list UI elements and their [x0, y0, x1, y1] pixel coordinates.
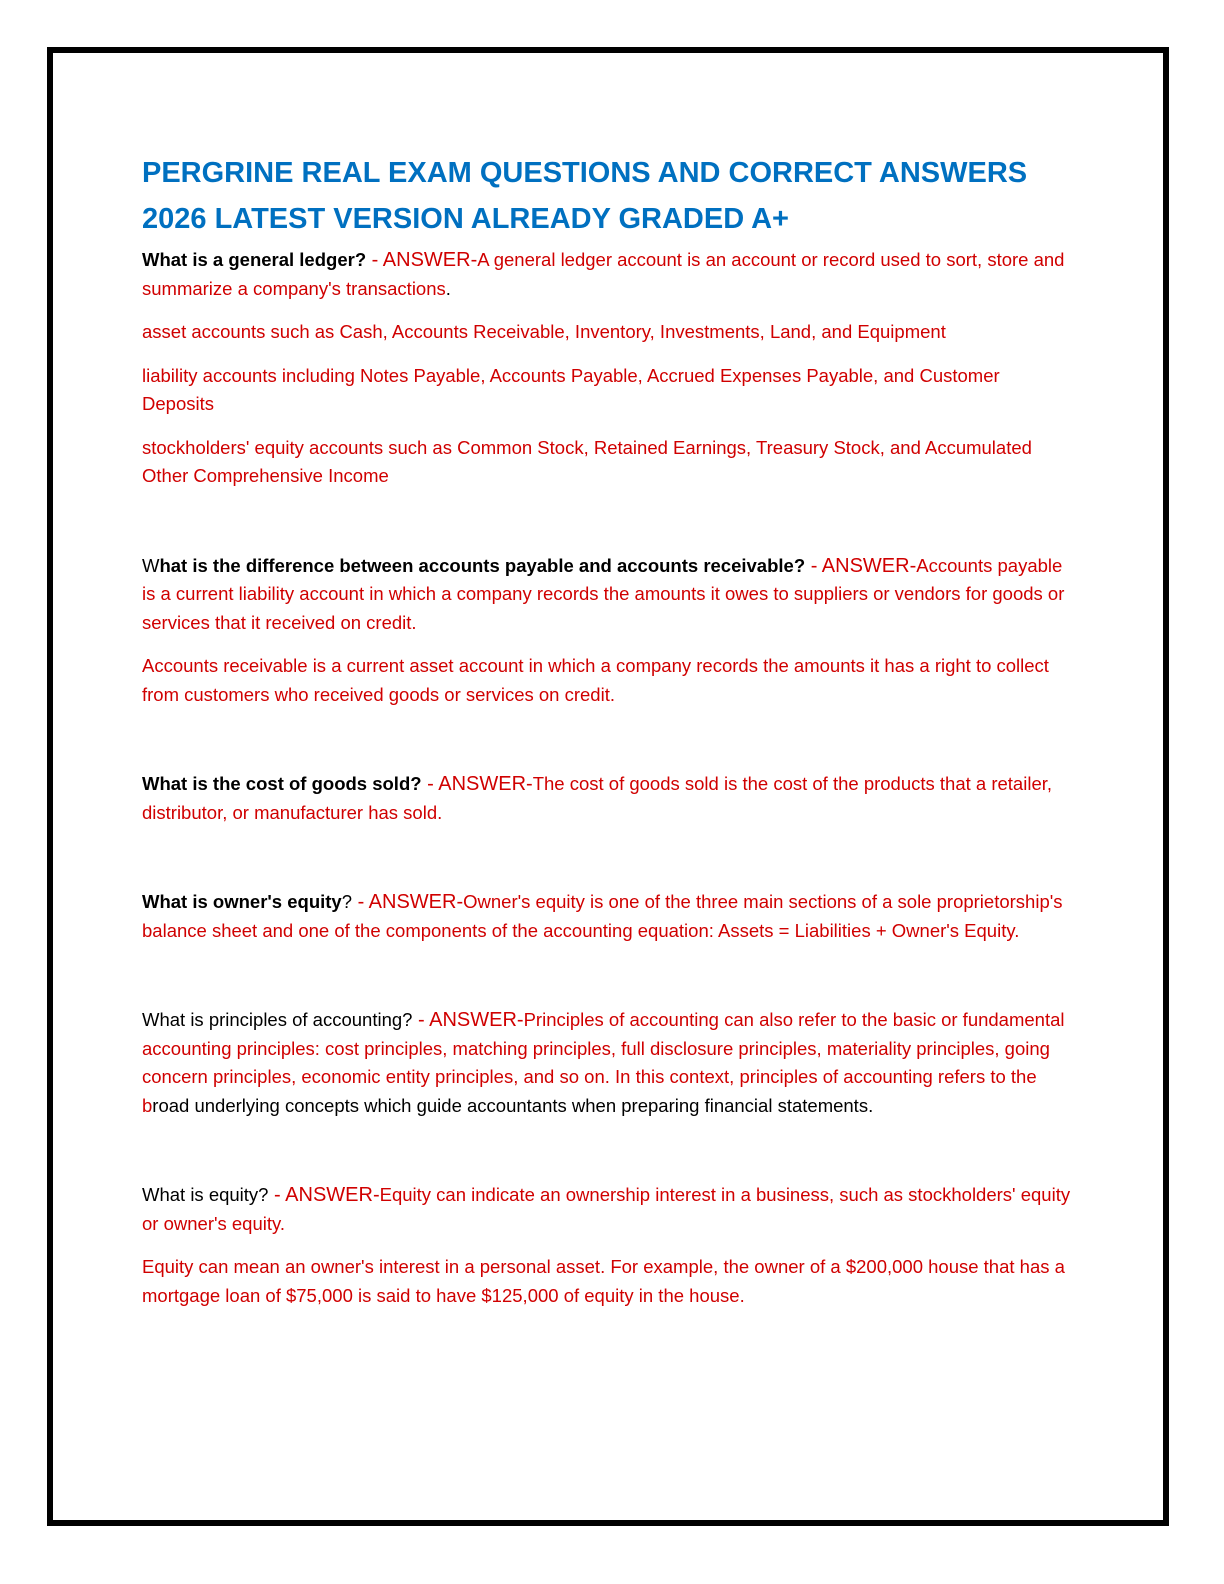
answer-text: Principles of accounting can also refer to the basic or fundamental accounting principles: cost principles, matching principles, full disclosure principles, materiality principles, going concern principles, economic entity principles, and so on. In this context, principles of accounting refers to the b	[142, 1009, 1065, 1116]
question-end: ?	[341, 891, 353, 912]
question-text: What is a general ledger?	[142, 249, 367, 270]
answer-text: Owner's equity is one of the three main sections of a sole proprietorship's balance sheet and one of the components of the accounting equation: Assets = Liabilities + Owner's Equity.	[142, 891, 1063, 941]
answer-tag: - ANSWER-	[268, 1184, 380, 1206]
answer-tag: - ANSWER-	[421, 773, 533, 795]
question-text: What is owner's equity	[142, 891, 342, 912]
answer-tag: - ANSWER-	[805, 554, 917, 577]
qa-item-owners-equity	[142, 888, 1072, 945]
qa-item-general-ledger	[142, 246, 1072, 303]
document-body	[142, 150, 1072, 1310]
answer-tag: - ANSWER-	[412, 1009, 524, 1031]
title-line-1: PERGRINE REAL EXAM QUESTIONS AND CORRECT ANSWERS	[142, 157, 1028, 189]
answer-extra: Equity can mean an owner's interest in a personal asset. For example, the owner of a $200,000 house that has a mortgage loan of $75,000 is said to have $125,000 of equity in the house.	[142, 1256, 1065, 1306]
question-text: What is principles of accounting?	[142, 1009, 413, 1030]
qa-item-principles-of-accounting	[142, 1006, 1072, 1120]
question-text: What is the cost of goods sold?	[142, 773, 422, 794]
answer-text: The cost of goods sold is the cost of the products that a retailer, distributor, or manufacturer has sold.	[142, 773, 1053, 823]
answer-extra: asset accounts such as Cash, Accounts Receivable, Inventory, Investments, Land, and Equipment	[142, 321, 946, 342]
title-line-2: 2026 LATEST VERSION ALREADY GRADED A+	[142, 203, 789, 235]
answer-text: Accounts payable is a current liability account in which a company records the amounts it owes to suppliers or vendors for goods or services that it received on credit.	[142, 554, 1065, 633]
answer-text: Equity can indicate an ownership interest in a business, such as stockholders' equity or owner's equity.	[142, 1184, 1071, 1234]
answer-text: A general ledger account is an account or record used to sort, store and summarize a company's transactions	[142, 249, 1065, 299]
answer-extra: liability accounts including Notes Payable, Accounts Payable, Accrued Expenses Payable, and Customer Deposits	[142, 364, 1000, 414]
qa-item-payable-vs-receivable	[142, 552, 1072, 638]
answer-end: .	[445, 277, 451, 299]
answer-extra: Accounts receivable is a current asset account in which a company records the amounts it has a right to collect from customers who received goods or services on credit.	[142, 655, 1049, 705]
qa-item-equity	[142, 1181, 1072, 1238]
answer-extra: stockholders' equity accounts such as Common Stock, Retained Earnings, Treasury Stock, and Accumulated Other Comprehensive Income	[142, 436, 1032, 486]
answer-tag: - ANSWER-	[352, 891, 464, 913]
answer-text-black: road underlying concepts which guide accountants when preparing financial statements.	[152, 1094, 874, 1116]
question-text: What is equity?	[142, 1184, 269, 1205]
qa-item-cost-of-goods-sold	[142, 770, 1072, 827]
answer-tag: - ANSWER-	[366, 249, 478, 271]
question-text: hat is the difference between accounts payable and accounts receivable?	[159, 554, 806, 576]
question-first-letter: W	[142, 554, 160, 576]
document-title	[142, 150, 1072, 242]
